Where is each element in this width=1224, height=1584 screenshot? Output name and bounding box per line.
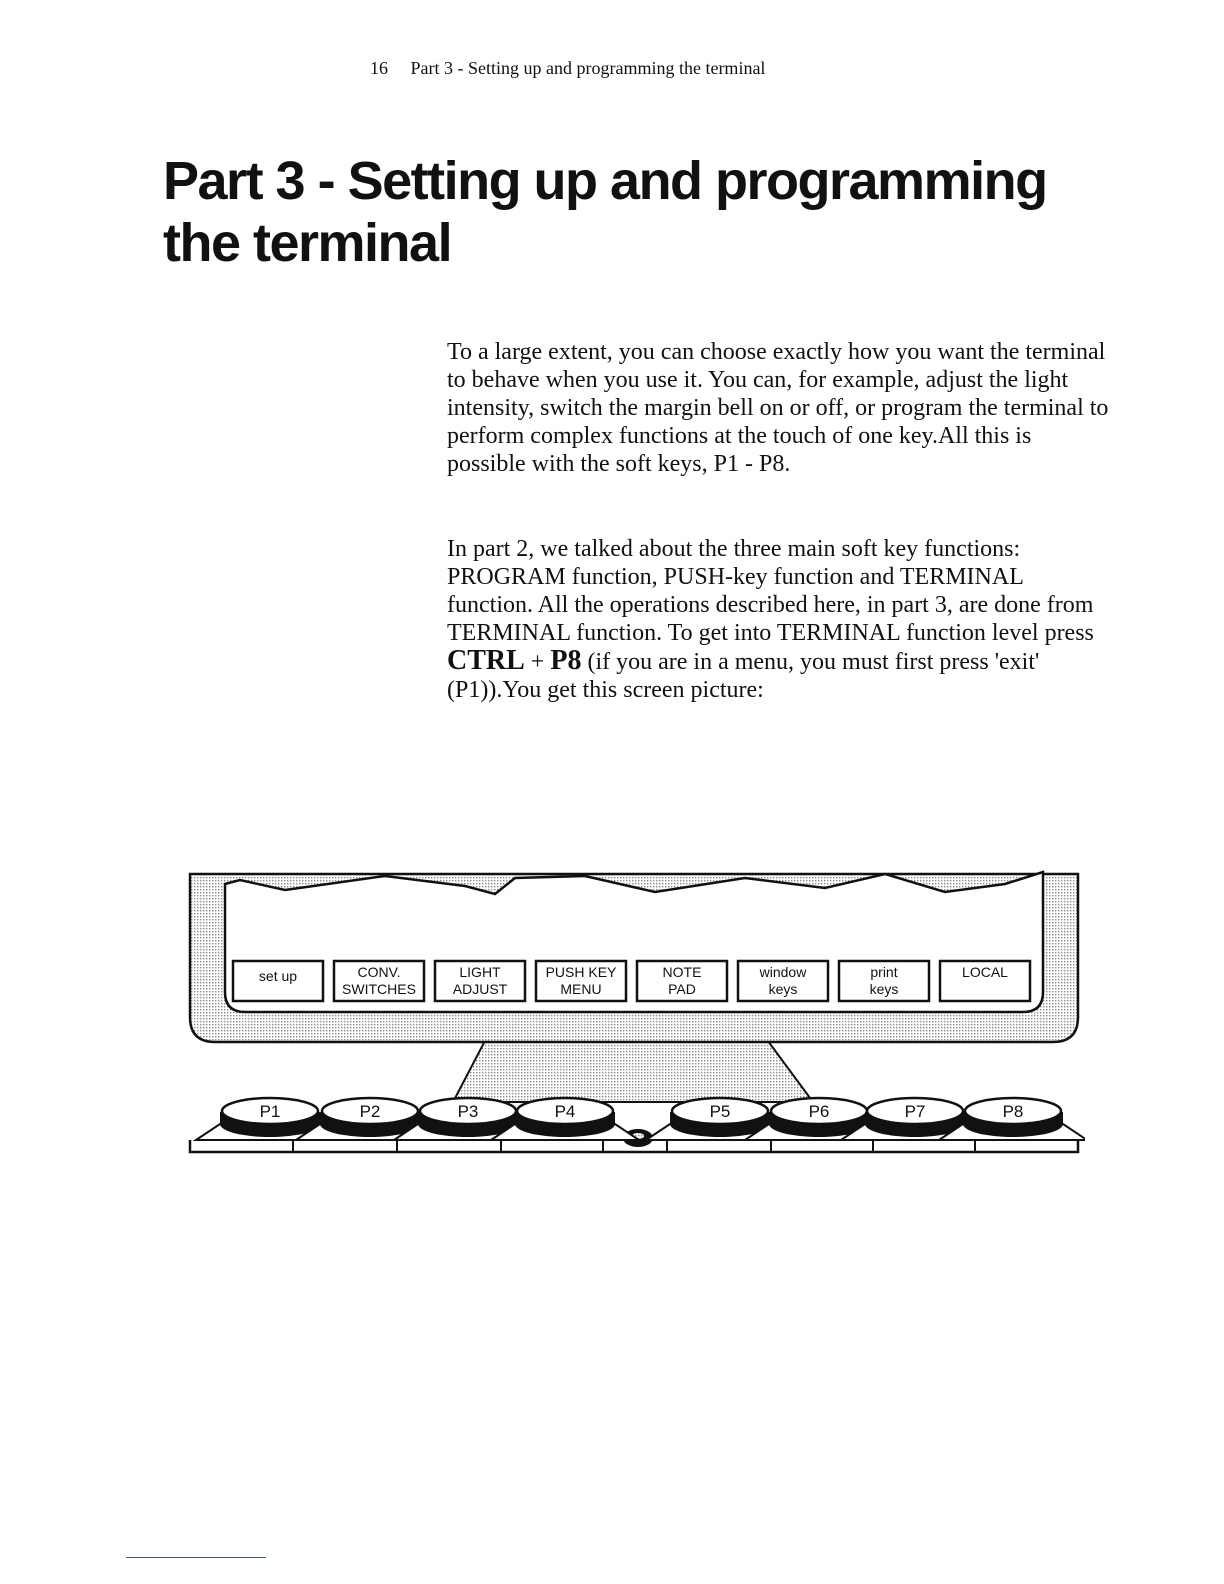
chapter-title-line1: Part 3 - Setting up and programming bbox=[163, 151, 1047, 211]
p-key-label: P8 bbox=[1002, 1102, 1024, 1121]
soft-key-label: PUSH KEY bbox=[545, 964, 617, 980]
soft-key-8 bbox=[940, 961, 1030, 1001]
p-key-label: P5 bbox=[709, 1102, 731, 1121]
chapter-title-line2: the terminal bbox=[163, 213, 452, 273]
soft-key-label: LOCAL bbox=[962, 964, 1008, 980]
page-number: 16 bbox=[370, 58, 388, 78]
p-key-label: P1 bbox=[259, 1102, 281, 1121]
soft-key-label: print bbox=[870, 964, 898, 980]
soft-key-3 bbox=[435, 961, 525, 1001]
plus-sign: + bbox=[530, 649, 545, 675]
soft-key-2 bbox=[334, 961, 424, 1001]
p8-key-label: P8 bbox=[550, 645, 582, 676]
paragraph-text-end: (if you are in a menu, you must first press 'exit' (P1)).You get this screen picture: bbox=[447, 649, 1040, 703]
soft-key-label: keys bbox=[869, 981, 899, 997]
soft-key-label: SWITCHES bbox=[342, 981, 416, 997]
terminal-illustration bbox=[185, 862, 1085, 1162]
intro-paragraph: To a large extent, you can choose exactly how you want the terminal to behave when you use it. You can, for example, adjust the light intensity, switch the margin bell on or off, or program the terminal to perform complex functions at the touch of one key.All this is possible with the soft keys, P1 - P8. bbox=[447, 339, 1109, 477]
soft-key-6 bbox=[738, 961, 828, 1001]
footnote-rule bbox=[126, 1557, 266, 1558]
p-key-label: P6 bbox=[808, 1102, 830, 1121]
soft-key-label: PAD bbox=[668, 981, 696, 997]
p-key-label: P4 bbox=[554, 1102, 576, 1121]
function-paragraph bbox=[447, 535, 1112, 704]
chapter-title bbox=[163, 150, 1123, 274]
soft-key-label: set up bbox=[258, 968, 298, 984]
paragraph-text: In part 2, we talked about the three main soft key functions: PROGRAM function, PUSH-key function and TERMINAL function. All the operations described here, in part 3, are done from TERMINAL function. To get into TERMINAL function level press bbox=[447, 536, 1094, 646]
soft-key-7 bbox=[839, 961, 929, 1001]
p-key-label: P7 bbox=[904, 1102, 926, 1121]
soft-key-5 bbox=[637, 961, 727, 1001]
terminal-figure bbox=[185, 862, 1085, 1162]
monitor-stand bbox=[453, 1037, 813, 1102]
soft-key-label: window bbox=[759, 964, 807, 980]
soft-key-label: CONV. bbox=[357, 964, 401, 980]
soft-key-4 bbox=[536, 961, 626, 1001]
soft-key-label: LIGHT bbox=[459, 964, 501, 980]
soft-key-label: NOTE bbox=[662, 964, 702, 980]
running-title: Part 3 - Setting up and programming the terminal bbox=[410, 58, 766, 78]
running-header bbox=[370, 58, 765, 79]
soft-key-label: MENU bbox=[560, 981, 602, 997]
p-key-label: P2 bbox=[359, 1102, 381, 1121]
ctrl-key-label: CTRL bbox=[447, 645, 525, 676]
p-key-label: P3 bbox=[457, 1102, 479, 1121]
soft-key-label: keys bbox=[768, 981, 798, 997]
soft-key-label: ADJUST bbox=[452, 981, 508, 997]
soft-key-1 bbox=[233, 961, 323, 1001]
